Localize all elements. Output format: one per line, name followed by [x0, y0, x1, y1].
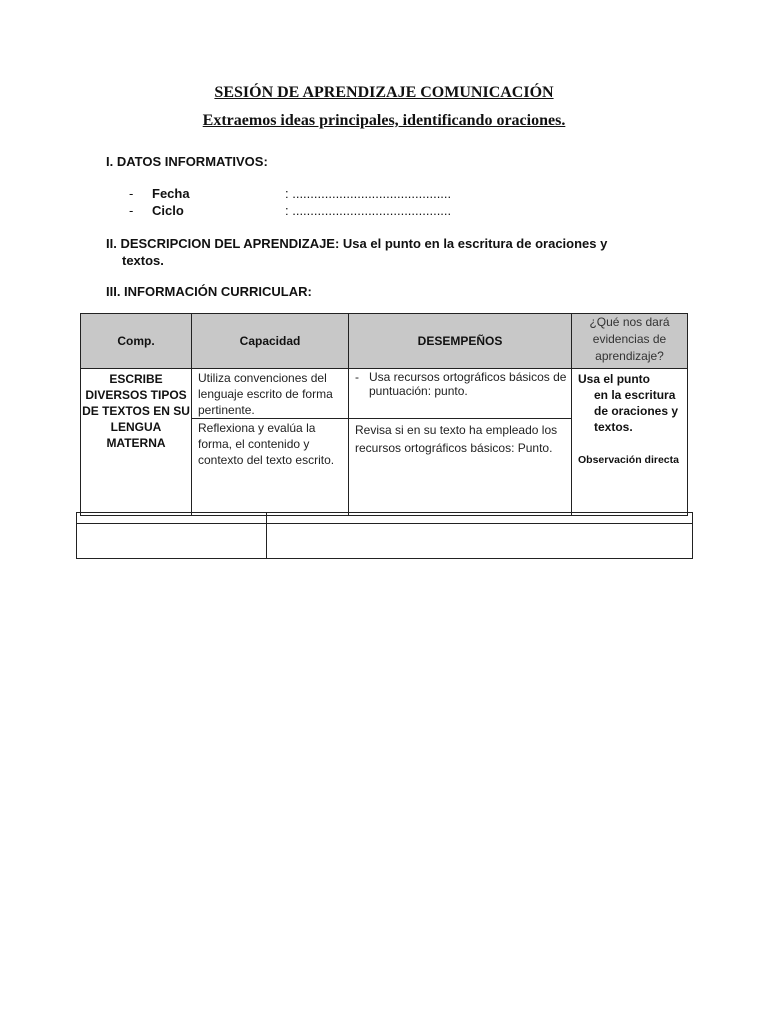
curriculum-table [80, 313, 688, 516]
capacidad-cell-1: Utiliza convenciones del lenguaje escrito de forma pertinente. [192, 369, 349, 419]
table-row [77, 513, 693, 524]
section-datos-informativos: I. DATOS INFORMATIVOS: [106, 154, 268, 169]
section-informacion-curricular: III. INFORMACIÓN CURRICULAR: [106, 284, 312, 299]
empty-cell [77, 524, 267, 559]
header-comp: Comp. [81, 314, 192, 369]
list-dash: - [129, 203, 134, 218]
table-row [77, 524, 693, 559]
page-title: SESIÓN DE APRENDIZAJE COMUNICACIÓN [214, 84, 554, 101]
evidencia-cell [572, 369, 688, 516]
desempeno-text-1: Usa recursos ortográficos básicos de puntuación: punto. [369, 370, 567, 398]
header-evidencias: ¿Qué nos dará evidencias de aprendizaje? [572, 314, 688, 369]
observacion-directa: Observación directa [578, 454, 679, 466]
fecha-label: Fecha [152, 186, 190, 201]
competencia-cell: ESCRIBE DIVERSOS TIPOS DE TEXTOS EN SU LENGUA MATERNA [81, 369, 192, 516]
empty-table [76, 512, 693, 559]
table-header-row [81, 314, 688, 369]
section-descripcion: II. DESCRIPCION DEL APRENDIZAJE: Usa el punto en la escritura de oraciones y [106, 236, 608, 251]
section-descripcion-cont: textos. [122, 253, 164, 268]
list-dash: - [355, 370, 359, 384]
evidencia-text-rest: en la escritura de oraciones y textos. [594, 388, 679, 434]
table-row [81, 369, 688, 419]
evidencia-text-first: Usa el punto [578, 372, 651, 386]
page-subtitle: Extraemos ideas principales, identificando oraciones. [202, 112, 566, 129]
ciclo-value: : ............................................ [285, 203, 452, 218]
capacidad-cell-2: Reflexiona y evalúa la forma, el contenido y contexto del texto escrito. [192, 419, 349, 516]
list-dash: - [129, 186, 134, 201]
ciclo-label: Ciclo [152, 203, 184, 218]
desempeno-cell-2: Revisa si en su texto ha empleado los recursos ortográficos básicos: Punto. [349, 419, 572, 516]
header-capacidad: Capacidad [192, 314, 349, 369]
empty-cell [77, 513, 267, 524]
desempeno-cell-1 [349, 369, 572, 419]
empty-cell [267, 524, 693, 559]
header-desempenos: DESEMPEÑOS [349, 314, 572, 369]
empty-cell [267, 513, 693, 524]
fecha-value: : ............................................ [285, 186, 452, 201]
